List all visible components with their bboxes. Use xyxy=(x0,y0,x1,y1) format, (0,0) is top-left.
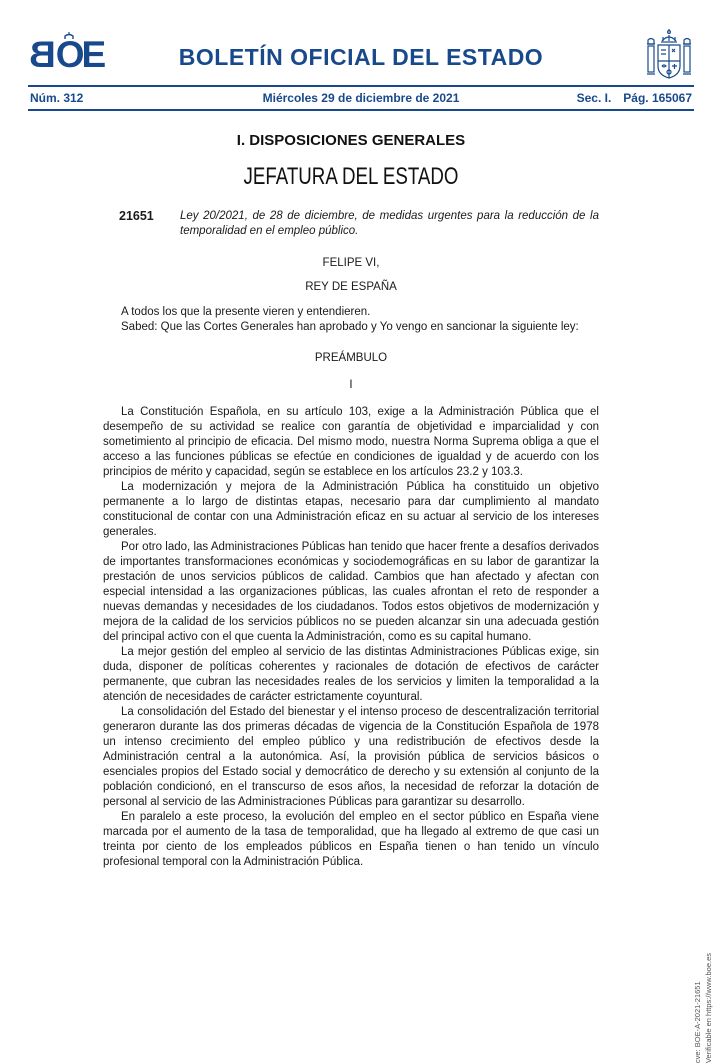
king-name: FELIPE VI, xyxy=(322,257,380,269)
paragraph: La consolidación del Estado del bienestar y el intenso proceso de descentralización territorial generaron durante las dos primeras décadas de vigencia de la Constitución Española de 1978 un intenso crecimiento del empleo público y una redistribución de efectivos desde la Administración central a la autonómica. Así, la provisión pública de servicios básicos o esenciales propios del Estado social y democrático de derecho y su extensión al conjunto de la población condicionó, en el transcurso de esos años, la necesidad de reforzar la dotación de personal al servicio de las Administraciones Públicas para garantizar su desarrollo. xyxy=(103,706,599,808)
paragraph: En paralelo a este proceso, la evolución del empleo en el sector público en España viene marcada por el aumento de la tasa de temporalidad, que ha llegado al extremo de que casi un treinta por ciento de los empleados públicos en España tienen o han tenido un vínculo profesional temporal con la Administración Pública. xyxy=(103,811,599,868)
paragraph: A todos los que la presente vieren y entendieren. xyxy=(121,306,371,318)
cve-verify-url: Verificable en https://www.boe.es xyxy=(704,953,713,1063)
king-title: REY DE ESPAÑA xyxy=(305,281,397,293)
law-item-title: Ley 20/2021, de 28 de diciembre, de medidas urgentes para la reducción de la temporalidad en el empleo público. xyxy=(180,210,599,237)
law-item-number: 21651 xyxy=(119,209,154,223)
issue-number: Núm. 312 xyxy=(30,91,84,105)
paragraph: La Constitución Española, en su artículo 103, exige a la Administración Pública que el desempeño de su actividad se realice con garantía de objetividad e imparcialidad y con sometimiento al principio de eficacia. Del mismo modo, nuestra Norma Suprema obliga a que el acceso a las funciones públicas se efectúe en condiciones de igualdad y de acuerdo con los principios de mérito y capacidad, según se establece en los artículos 23.2 y 103.3. xyxy=(103,406,599,478)
paragraph: La mejor gestión del empleo al servicio de las distintas Administraciones Públicas exige, sin duda, disponer de políticas coherentes y racionales de dotación de efectivos de carácter permanente, que cubran las necesidades reales de los servicios y limiten la temporalidad a la atención de necesidades de carácter estrictamente coyuntural. xyxy=(103,646,599,703)
cve-code: cve: BOE-A-2021-21651 xyxy=(693,981,702,1063)
preamble-section-number: I xyxy=(349,379,353,391)
law-item xyxy=(103,209,599,239)
masthead-title: BOLETÍN OFICIAL DEL ESTADO xyxy=(178,44,544,70)
spain-coat-of-arms-icon xyxy=(646,28,692,82)
section-heading: I. DISPOSICIONES GENERALES xyxy=(236,132,466,149)
preamble-paragraphs xyxy=(103,405,599,870)
paragraph: La modernización y mejora de la Administración Pública ha constituido un objetivo permanente a lo largo de distintas etapas, necesario para dar cumplimiento al mandato constitucional de contar con una Administración eficaz en su actuar al servicio de los intereses generales. xyxy=(103,481,599,538)
crown-icon xyxy=(64,32,74,40)
intro-paragraphs xyxy=(103,305,599,335)
issue-date: Miércoles 29 de diciembre de 2021 xyxy=(262,91,460,105)
section-label: Sec. I. xyxy=(576,91,612,105)
page-number: Pág. 165067 xyxy=(623,91,692,105)
department-heading: JEFATURA DEL ESTADO xyxy=(243,163,459,190)
boe-logo-letter-o: O xyxy=(55,34,82,75)
boe-logo-letter-b: B xyxy=(32,34,56,75)
document-content xyxy=(103,0,599,870)
paragraph: Por otro lado, las Administraciones Públicas han tenido que hacer frente a desafíos derivados de importantes transformaciones económicas y sociodemográficas en su labor de garantizar la prestación de unos servicios públicos de calidad. Cambios que han afectado y afectan con especial intensidad a las organizaciones públicas, las cuales afrontan el reto de responder a nuevas demandas y necesidades de los ciudadanos. Todos estos objetivos de modernización y mejora de la calidad de los servicios públicos no se pueden alcanzar sin una adecuada gestión del principal activo con el que cuenta la Administración, como es su capital humano. xyxy=(103,541,599,643)
cve-sidebar xyxy=(692,953,714,1063)
paragraph: Sabed: Que las Cortes Generales han aprobado y Yo vengo en sancionar la siguiente ley: xyxy=(121,321,579,333)
preamble-heading: PREÁMBULO xyxy=(314,352,388,364)
boe-logo-letter-e: E xyxy=(81,34,104,75)
